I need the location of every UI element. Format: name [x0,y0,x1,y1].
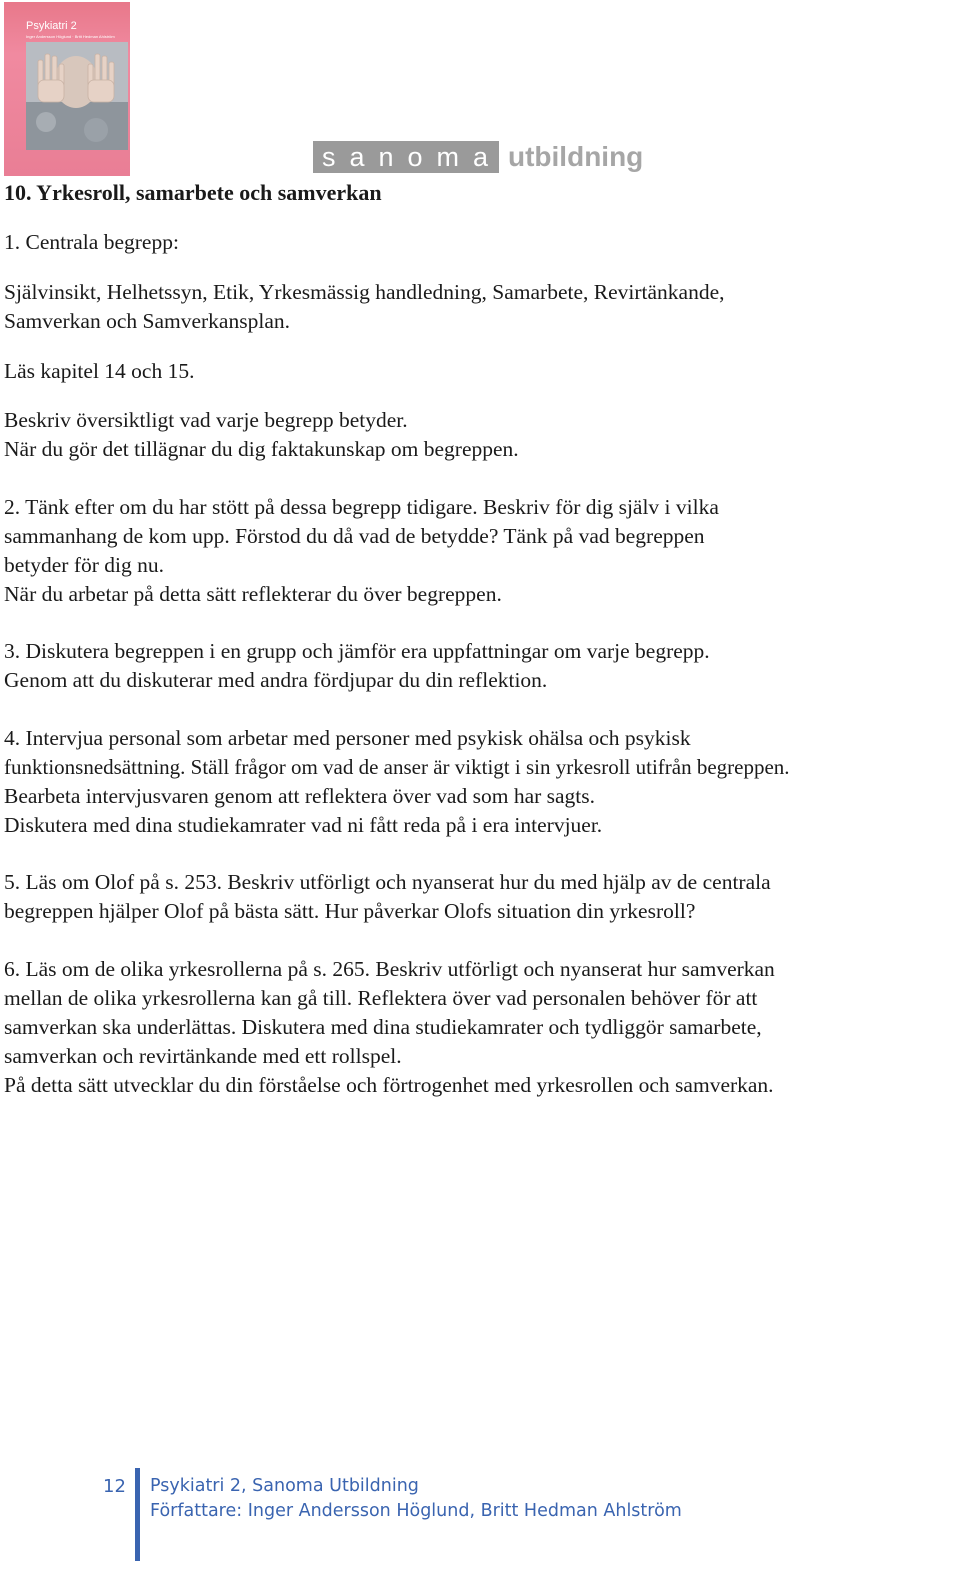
paragraph-line: funktionsnedsättning. Ställ frågor om vad de anser är viktigt i sin yrkesroll utifrån begreppen. [4,755,790,779]
paragraph-line: 5. Läs om Olof på s. 253. Beskriv utförligt och nyanserat hur du med hjälp av de centrala [4,870,771,894]
paragraph-line: Diskutera med dina studiekamrater vad ni fått reda på i era intervjuer. [4,813,603,837]
footer-divider [135,1468,140,1561]
paragraph-line: samverkan och revirtänkande med ett rollspel. [4,1044,402,1068]
paragraph-line: När du gör det tillägnar du dig faktakunskap om begreppen. [4,437,519,461]
footer-authors: Författare: Inger Andersson Höglund, Britt Hedman Ahlström [150,1501,682,1521]
footer-book-title: Psykiatri 2, Sanoma Utbildning [150,1476,419,1496]
paragraph-line: Bearbeta intervjusvaren genom att reflektera över vad som har sagts. [4,784,596,808]
paragraph-line: Beskriv översiktligt vad varje begrepp betyder. [4,408,408,432]
paragraph-line: Läs kapitel 14 och 15. [4,359,195,383]
sanoma-logo [313,141,643,173]
logo-brand: sanoma [313,141,499,173]
paragraph-line: 3. Diskutera begreppen i en grupp och jämför era uppfattningar om varje begrepp. [4,639,710,663]
paragraph-line: 2. Tänk efter om du har stött på dessa begrepp tidigare. Beskriv för dig själv i vilka [4,495,719,519]
cover-authors: Inger Andersson Höglund · Britt Hedman Ahlström [26,34,115,39]
paragraph-line: 1. Centrala begrepp: [4,230,179,254]
paragraph-line: 4. Intervjua personal som arbetar med personer med psykisk ohälsa och psykisk [4,726,691,750]
cover-photo [26,42,128,150]
paragraph-line: begreppen hjälper Olof på bästa sätt. Hur påverkar Olofs situation din yrkesroll? [4,899,696,923]
paragraph-line: samverkan ska underlättas. Diskutera med dina studiekamrater och tydliggör samarbete, [4,1015,762,1039]
paragraph-line: betyder för dig nu. [4,553,165,577]
cover-title: Psykiatri 2 [26,20,77,32]
paragraph-line: sammanhang de kom upp. Förstod du då vad de betydde? Tänk på vad begreppen [4,524,705,548]
logo-word: utbildning [508,141,644,172]
section-heading: 10. Yrkesroll, samarbete och samverkan [4,180,382,205]
paragraph-line: När du arbetar på detta sätt reflekterar du över begreppen. [4,582,502,606]
paragraph-line: Samverkan och Samverkansplan. [4,309,290,333]
paragraph-line: Självinsikt, Helhetssyn, Etik, Yrkesmässig handledning, Samarbete, Revirtänkande, [4,280,725,304]
book-cover [4,2,130,176]
paragraph-line: 6. Läs om de olika yrkesrollerna på s. 265. Beskriv utförligt och nyanserat hur samverkan [4,957,775,981]
paragraph-line: På detta sätt utvecklar du din förståelse och förtrogenhet med yrkesrollen och samverkan. [4,1073,774,1097]
page-number: 12 [103,1476,126,1497]
paragraph-line: Genom att du diskuterar med andra fördjupar du din reflektion. [4,668,548,692]
paragraph-line: mellan de olika yrkesrollerna kan gå till. Reflektera över vad personalen behöver för att [4,986,758,1010]
